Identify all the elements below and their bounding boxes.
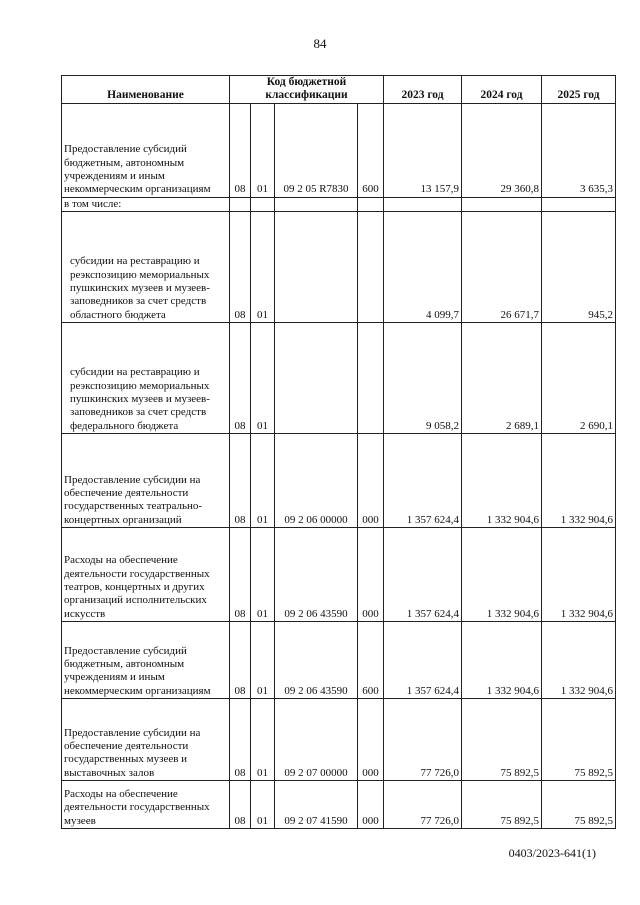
row-section-code: 08 bbox=[230, 699, 251, 781]
row-name bbox=[62, 212, 230, 323]
row-subsection-code: 01 bbox=[251, 434, 275, 528]
row-name-text: Расходы на обеспечение деятельности государственных театров, концертных и других организаций исполнительских искусств bbox=[64, 554, 210, 620]
row-value-2024: 1 332 904,6 bbox=[462, 434, 542, 528]
row-value-2023: 1 357 624,4 bbox=[384, 528, 462, 622]
row-name bbox=[62, 622, 230, 699]
row-name bbox=[62, 197, 230, 211]
row-name-text: Предоставление субсидий бюджетным, автономным учреждениям и иным некоммерческим организациям bbox=[64, 143, 211, 196]
row-value-2023: 1 357 624,4 bbox=[384, 434, 462, 528]
table-row bbox=[62, 197, 616, 211]
row-section-code: 08 bbox=[230, 434, 251, 528]
row-value-2024: 75 892,5 bbox=[462, 781, 542, 829]
row-value-2023: 1 357 624,4 bbox=[384, 622, 462, 699]
row-section-code: 08 bbox=[230, 622, 251, 699]
row-expense-type-code: 000 bbox=[358, 699, 384, 781]
row-name-text: Расходы на обеспечение деятельности государственных музеев bbox=[64, 788, 210, 827]
row-target-code: 09 2 06 00000 bbox=[275, 434, 358, 528]
row-section-code: 08 bbox=[230, 781, 251, 829]
row-section-code: 08 bbox=[230, 103, 251, 197]
header-2023: 2023 год bbox=[384, 76, 462, 104]
header-2025: 2025 год bbox=[542, 76, 616, 104]
row-expense-type-code bbox=[358, 212, 384, 323]
table-header-row bbox=[62, 76, 616, 104]
row-value-2025: 1 332 904,6 bbox=[542, 528, 616, 622]
row-name-text: субсидии на реставрацию и реэкспозицию мемориальных пушкинских музеев и музеев-заповедников за счет средств областного бюджета bbox=[70, 255, 210, 321]
table-row bbox=[62, 323, 616, 434]
row-target-code bbox=[275, 212, 358, 323]
row-subsection-code: 01 bbox=[251, 323, 275, 434]
row-subsection-code: 01 bbox=[251, 699, 275, 781]
row-expense-type-code: 600 bbox=[358, 103, 384, 197]
row-value-2023 bbox=[384, 197, 462, 211]
row-name-text: субсидии на реставрацию и реэкспозицию мемориальных пушкинских музеев и музеев-заповедников за счет средств федерального бюджета bbox=[70, 366, 210, 432]
header-name: Наименование bbox=[62, 76, 230, 104]
row-value-2025: 75 892,5 bbox=[542, 699, 616, 781]
row-name bbox=[62, 323, 230, 434]
row-target-code bbox=[275, 197, 358, 211]
row-value-2025: 1 332 904,6 bbox=[542, 434, 616, 528]
row-section-code: 08 bbox=[230, 323, 251, 434]
row-subsection-code: 01 bbox=[251, 528, 275, 622]
row-value-2025: 75 892,5 bbox=[542, 781, 616, 829]
row-value-2023: 77 726,0 bbox=[384, 699, 462, 781]
row-value-2024: 1 332 904,6 bbox=[462, 528, 542, 622]
row-name-text: Предоставление субсидии на обеспечение деятельности государственных музеев и выставочных залов bbox=[64, 726, 201, 779]
row-value-2023: 77 726,0 bbox=[384, 781, 462, 829]
row-expense-type-code: 000 bbox=[358, 434, 384, 528]
row-value-2024: 2 689,1 bbox=[462, 323, 542, 434]
row-subsection-code: 01 bbox=[251, 212, 275, 323]
page-number: 84 bbox=[313, 36, 327, 51]
row-name bbox=[62, 699, 230, 781]
row-expense-type-code bbox=[358, 197, 384, 211]
row-expense-type-code: 000 bbox=[358, 781, 384, 829]
row-value-2023: 4 099,7 bbox=[384, 212, 462, 323]
row-target-code: 09 2 07 41590 bbox=[275, 781, 358, 829]
row-expense-type-code: 000 bbox=[358, 528, 384, 622]
table-row bbox=[62, 103, 616, 197]
row-value-2023: 13 157,9 bbox=[384, 103, 462, 197]
row-name bbox=[62, 528, 230, 622]
row-name bbox=[62, 103, 230, 197]
row-value-2024: 75 892,5 bbox=[462, 699, 542, 781]
header-code: Код бюджетной классификации bbox=[230, 76, 384, 104]
row-name-text: в том числе: bbox=[64, 197, 122, 210]
table-row bbox=[62, 781, 616, 829]
row-value-2025: 945,2 bbox=[542, 212, 616, 323]
row-value-2025 bbox=[542, 197, 616, 211]
row-section-code bbox=[230, 197, 251, 211]
row-name-text: Предоставление субсидии на обеспечение деятельности государственных театрально-концертных организаций bbox=[64, 473, 203, 526]
row-section-code: 08 bbox=[230, 528, 251, 622]
table-row bbox=[62, 434, 616, 528]
row-target-code: 09 2 06 43590 bbox=[275, 622, 358, 699]
row-value-2023: 9 058,2 bbox=[384, 323, 462, 434]
table-row bbox=[62, 699, 616, 781]
header-2024: 2024 год bbox=[462, 76, 542, 104]
table-row bbox=[62, 622, 616, 699]
row-expense-type-code bbox=[358, 323, 384, 434]
table-row bbox=[62, 212, 616, 323]
row-value-2024 bbox=[462, 197, 542, 211]
row-value-2024: 26 671,7 bbox=[462, 212, 542, 323]
row-value-2025: 1 332 904,6 bbox=[542, 622, 616, 699]
row-value-2024: 29 360,8 bbox=[462, 103, 542, 197]
row-target-code: 09 2 05 R7830 bbox=[275, 103, 358, 197]
row-subsection-code: 01 bbox=[251, 103, 275, 197]
row-name bbox=[62, 434, 230, 528]
row-value-2024: 1 332 904,6 bbox=[462, 622, 542, 699]
table-row bbox=[62, 528, 616, 622]
row-subsection-code bbox=[251, 197, 275, 211]
row-value-2025: 2 690,1 bbox=[542, 323, 616, 434]
budget-table bbox=[61, 75, 616, 829]
row-value-2025: 3 635,3 bbox=[542, 103, 616, 197]
row-subsection-code: 01 bbox=[251, 622, 275, 699]
row-target-code bbox=[275, 323, 358, 434]
row-target-code: 09 2 06 43590 bbox=[275, 528, 358, 622]
row-expense-type-code: 600 bbox=[358, 622, 384, 699]
document-code: 0403/2023-641(1) bbox=[508, 846, 596, 860]
row-section-code: 08 bbox=[230, 212, 251, 323]
row-subsection-code: 01 bbox=[251, 781, 275, 829]
row-name-text: Предоставление субсидий бюджетным, автономным учреждениям и иным некоммерческим организациям bbox=[64, 644, 211, 697]
row-target-code: 09 2 07 00000 bbox=[275, 699, 358, 781]
row-name bbox=[62, 781, 230, 829]
